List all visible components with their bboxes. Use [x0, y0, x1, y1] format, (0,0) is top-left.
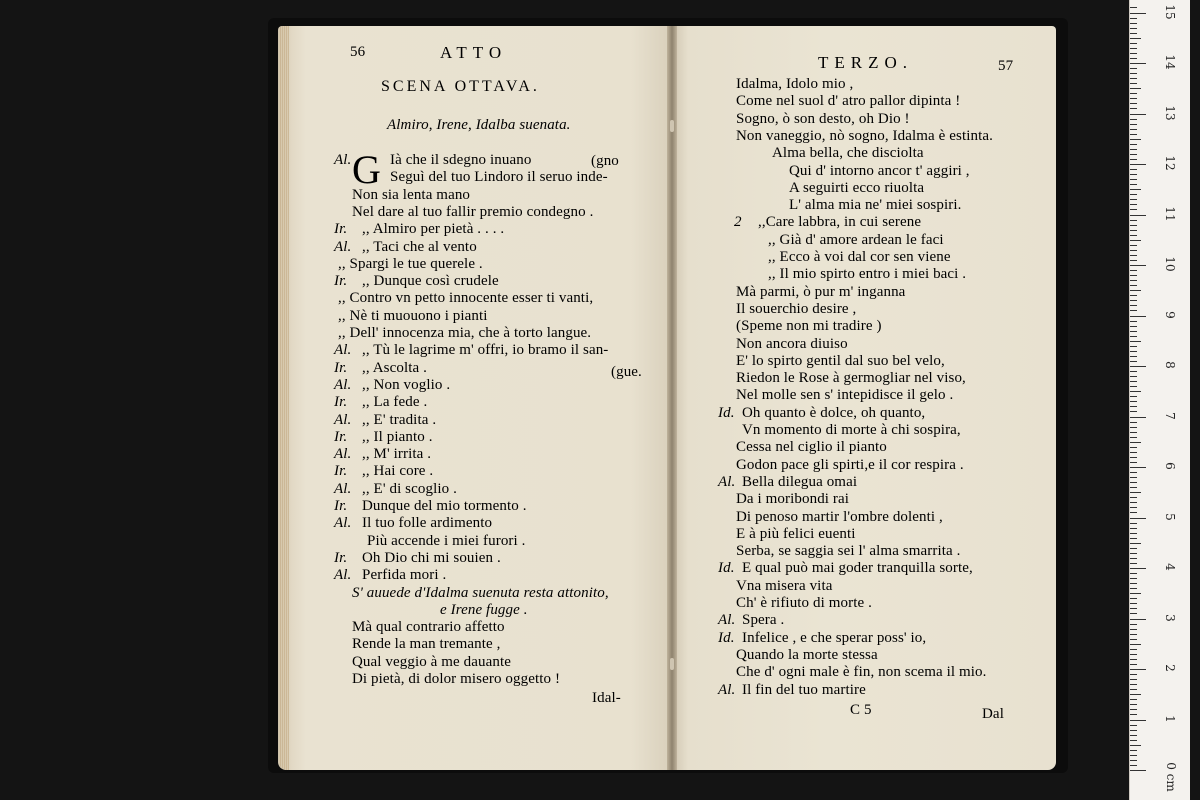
ruler-tick	[1130, 740, 1137, 741]
verse-line: Dunque del mio tormento .	[362, 498, 527, 514]
verse-line: S' auuede d'Idalma suenuta resta attonito,	[352, 584, 609, 601]
ruler-tick	[1130, 336, 1137, 337]
ruler-tick	[1130, 578, 1137, 579]
scene-title: SCENA OTTAVA.	[381, 78, 540, 95]
ruler-unit-label: 0 cm	[1164, 762, 1178, 792]
verse-line: Mà parmi, ò pur m' inganna	[736, 283, 906, 300]
ruler-tick	[1130, 366, 1146, 367]
verse-line: Rende la man tremante ,	[352, 636, 501, 653]
verse-line: Alma bella, che disciolta	[772, 145, 924, 162]
ruler-tick	[1130, 48, 1137, 49]
ruler-tick	[1130, 280, 1137, 281]
ruler-tick	[1130, 634, 1137, 635]
speaker-label: Al.	[334, 480, 352, 497]
verse-line: Quando la morte stessa	[736, 646, 878, 663]
verse-line: Qual veggio à me dauante	[352, 653, 512, 670]
ruler-tick	[1130, 351, 1137, 352]
speaker-label: Ir.	[334, 498, 348, 514]
verse-line: Mà qual contrario affetto	[352, 619, 505, 636]
speaker-label: Al.	[334, 446, 352, 463]
ruler-tick	[1130, 659, 1137, 660]
speaker-label: Al.	[334, 515, 352, 532]
ruler-tick	[1130, 28, 1137, 29]
speaker-label: Al.	[334, 238, 352, 255]
verse-line: Vn momento di morte à chi sospira,	[742, 422, 961, 438]
ruler-tick	[1130, 694, 1141, 695]
verse-line: Riedon le Rose à germogliar nel viso,	[736, 370, 966, 387]
ruler-tick	[1130, 391, 1141, 392]
ruler-tick	[1130, 260, 1137, 261]
ruler-tick	[1130, 139, 1141, 140]
ruler-tick	[1130, 209, 1137, 210]
speaker-label: Ir.	[334, 428, 348, 445]
ruler-tick	[1130, 432, 1137, 433]
speaker-label: Al.	[334, 342, 352, 359]
ruler-tick	[1130, 53, 1137, 54]
verse-line: ,, Spargi le tue querele .	[338, 255, 483, 272]
ruler-tick	[1130, 442, 1141, 443]
verse-line: Perfida mori .	[362, 567, 447, 584]
verse-line: ,, E' tradita .	[362, 411, 437, 428]
verse-line: ,, M' irrita .	[362, 446, 432, 463]
verse-line: Di penoso martir l'ombre dolenti ,	[736, 508, 943, 525]
scene-characters: Almiro, Irene, Idalba suenata.	[387, 117, 571, 133]
verse-line: Seguì del tuo Lindoro il seruo inde-	[390, 169, 608, 186]
ruler-number: 13	[1163, 104, 1177, 121]
ruler-tick	[1130, 472, 1137, 473]
verse-line: Il tuo folle ardimento	[362, 515, 493, 532]
signature-mark: C 5	[850, 702, 872, 718]
ruler-number: 10	[1163, 256, 1177, 272]
ruler-tick	[1130, 38, 1141, 39]
ruler-tick	[1130, 18, 1137, 19]
verse-line: ,, Ascolta .	[362, 359, 427, 376]
ruler-tick	[1130, 624, 1137, 625]
ruler-tick	[1130, 669, 1146, 670]
ruler-tick	[1130, 558, 1137, 559]
ruler-tick	[1130, 361, 1137, 362]
ruler-tick	[1130, 220, 1137, 221]
verse-line: Spera .	[742, 612, 785, 629]
ruler-tick	[1130, 250, 1137, 251]
ruler-tick	[1130, 230, 1137, 231]
ruler-number: 12	[1163, 155, 1177, 171]
ruler-tick	[1130, 63, 1146, 64]
verse-line: Sogno, ò son desto, oh Dio !	[736, 110, 910, 127]
verse-line: Vna misera vita	[736, 577, 833, 594]
verse-line: E' lo spirto gentil dal suo bel velo,	[736, 352, 945, 369]
ruler-tick	[1130, 548, 1137, 549]
ruler-tick	[1130, 225, 1137, 226]
ruler-tick	[1130, 497, 1137, 498]
ruler-tick	[1130, 33, 1137, 34]
ruler-tick	[1130, 512, 1137, 513]
verse-line: ,, La fede .	[362, 394, 428, 411]
verse-line: A seguirti ecco riuolta	[789, 179, 925, 196]
verse-line: ,, Nè ti muouono i pianti	[338, 307, 488, 324]
ruler-tick	[1130, 482, 1137, 483]
ruler-tick	[1130, 83, 1137, 84]
ruler-tick	[1130, 487, 1137, 488]
left-page-edge	[279, 26, 289, 770]
speaker-label: Al.	[334, 376, 352, 393]
ruler-tick	[1130, 639, 1137, 640]
turnover: (gno	[591, 153, 619, 169]
ruler-tick	[1130, 528, 1137, 529]
verse-line: Di pietà, di dolor misero oggetto !	[352, 671, 561, 687]
ruler-tick	[1130, 755, 1137, 756]
verse-line: E qual può mai goder tranquilla sorte,	[742, 560, 973, 577]
ruler-tick	[1130, 725, 1137, 726]
ruler-tick	[1130, 664, 1137, 665]
verse-line: ,, Almiro per pietà . . . .	[362, 221, 505, 238]
ruler-tick	[1130, 422, 1137, 423]
ruler-tick	[1130, 159, 1137, 160]
ruler-tick	[1130, 730, 1137, 731]
speaker-label: Al.	[334, 152, 352, 168]
ruler-tick	[1130, 199, 1137, 200]
ruler-tick	[1130, 704, 1137, 705]
ruler-number: 5	[1163, 512, 1177, 521]
turnover: (gue.	[611, 364, 642, 380]
ruler-number: 2	[1163, 664, 1177, 672]
verse-line: Il souerchio desire ,	[736, 300, 857, 317]
ruler-tick	[1130, 119, 1137, 120]
ruler-tick	[1130, 603, 1137, 604]
ruler-tick	[1130, 103, 1137, 104]
ruler-tick	[1130, 411, 1137, 412]
ruler-tick	[1130, 457, 1137, 458]
left-running-head: ATTO	[440, 43, 508, 62]
ruler-tick	[1130, 608, 1137, 609]
verse-line: Oh quanto è dolce, oh quanto,	[742, 404, 926, 421]
speaker-label: Ir.	[334, 221, 348, 238]
ruler-tick	[1130, 88, 1141, 89]
verse-line: ,, Ecco à voi dal cor sen viene	[768, 249, 951, 265]
ruler-tick	[1130, 629, 1137, 630]
ruler-number: 7	[1163, 411, 1177, 420]
ruler-tick	[1130, 78, 1137, 79]
ruler-number: 9	[1163, 310, 1177, 319]
ruler-tick	[1130, 235, 1137, 236]
ruler-tick	[1130, 13, 1146, 14]
ruler-tick	[1130, 149, 1137, 150]
speaker-label: Id.	[718, 560, 735, 577]
ruler-tick	[1130, 396, 1137, 397]
ruler-tick	[1130, 760, 1137, 761]
ruler-tick	[1130, 321, 1137, 322]
ruler-tick	[1130, 523, 1137, 524]
ruler-tick	[1130, 750, 1137, 751]
ruler-tick	[1130, 745, 1141, 746]
verse-line: ,, Dunque così crudele	[362, 273, 499, 290]
ruler-number: 14	[1163, 54, 1177, 70]
ruler-tick	[1130, 538, 1137, 539]
verse-line: Che d' ogni male è fin, non scema il mio.	[736, 664, 987, 681]
ruler-tick	[1130, 649, 1137, 650]
ruler-tick	[1130, 381, 1137, 382]
ruler-tick	[1130, 543, 1141, 544]
ruler-tick	[1130, 709, 1137, 710]
ruler-tick	[1130, 437, 1137, 438]
verse-line: Ià che il sdegno inuano	[390, 152, 532, 168]
ruler-tick	[1130, 588, 1137, 589]
verse-line: ,,Care labbra, in cui serene	[758, 214, 922, 231]
ruler-tick	[1130, 270, 1137, 271]
verse-line: Cessa nel ciglio il pianto	[736, 439, 887, 456]
verse-line: ,, Il pianto .	[362, 428, 433, 445]
ruler-tick	[1130, 275, 1137, 276]
ruler-tick	[1130, 164, 1146, 165]
ruler-tick	[1130, 492, 1141, 493]
speaker-label: Id.	[718, 404, 735, 421]
ruler-tick	[1130, 245, 1137, 246]
ruler-tick	[1130, 255, 1137, 256]
binding-stitch	[670, 658, 674, 670]
ruler-tick	[1130, 134, 1137, 135]
verse-line: Idalma, Idolo mio ,	[736, 76, 854, 92]
right-catchword: Dal	[982, 706, 1004, 722]
ruler-tick	[1130, 593, 1141, 594]
speaker-label: Al.	[718, 612, 736, 629]
speaker-label: Al.	[334, 411, 352, 428]
ruler-tick	[1130, 452, 1137, 453]
verse-line: Oh Dio chi mi souien .	[362, 549, 501, 566]
ruler-number: 1	[1163, 714, 1177, 723]
ruler-tick	[1130, 674, 1137, 675]
verse-line: ,, Dell' innocenza mia, che à torto langue.	[338, 325, 592, 341]
right-page-number: 57	[998, 58, 1014, 74]
verse-line: L' alma mia ne' miei sospiri.	[789, 197, 962, 214]
left-catchword: Idal-	[592, 690, 621, 706]
ruler-tick	[1130, 684, 1137, 685]
ruler-tick	[1130, 215, 1146, 216]
drop-cap: G	[352, 147, 381, 192]
binding-stitch	[670, 120, 674, 132]
ruler-number: 15	[1163, 3, 1177, 20]
ruler-tick	[1130, 573, 1137, 574]
ruler-tick	[1130, 644, 1141, 645]
verse-line: Bella dilegua omai	[742, 473, 858, 490]
ruler-tick	[1130, 194, 1137, 195]
ruler-tick	[1130, 154, 1137, 155]
ruler-tick	[1130, 204, 1137, 205]
verse-line: ,, Taci che al vento	[362, 238, 477, 255]
verse-line: Il fin del tuo martire	[742, 681, 866, 698]
verse-line: Non vaneggio, nò sogno, Idalma è estinta.	[736, 127, 993, 144]
ruler-tick	[1130, 619, 1146, 620]
verse-line: Non ancora diuiso	[736, 335, 848, 352]
ruler-tick	[1130, 518, 1146, 519]
speaker-label: Id.	[718, 629, 735, 646]
ruler-tick	[1130, 598, 1137, 599]
ruler-tick	[1130, 553, 1137, 554]
ruler-tick	[1130, 689, 1137, 690]
ruler-tick	[1130, 417, 1146, 418]
ruler-tick	[1130, 447, 1137, 448]
verse-line: ,, Già d' amore ardean le faci	[768, 231, 944, 248]
verse-line: (Speme non mi tradire )	[736, 318, 882, 335]
ruler-tick	[1130, 98, 1137, 99]
ruler-tick	[1130, 68, 1137, 69]
ruler-tick	[1130, 316, 1146, 317]
verse-line: Qui d' intorno ancor t' aggiri ,	[789, 162, 970, 179]
ruler-tick	[1130, 240, 1141, 241]
ruler-number: 6	[1163, 462, 1177, 470]
speaker-label: Ir.	[334, 394, 348, 411]
ruler-number: 8	[1163, 361, 1177, 369]
ruler-tick	[1130, 765, 1137, 766]
ruler-tick	[1130, 331, 1137, 332]
ruler-tick	[1130, 568, 1146, 569]
ruler-tick	[1130, 169, 1137, 170]
ruler-tick	[1130, 179, 1137, 180]
ruler-tick	[1130, 300, 1137, 301]
speaker-label: Al.	[718, 473, 736, 490]
ruler-tick	[1130, 265, 1146, 266]
ruler-tick	[1130, 502, 1137, 503]
ruler-tick	[1130, 58, 1137, 59]
ruler-tick	[1130, 720, 1146, 721]
ruler-tick	[1130, 174, 1137, 175]
ruler-tick	[1130, 679, 1137, 680]
ruler-tick	[1130, 285, 1137, 286]
ruler-tick	[1130, 346, 1137, 347]
ruler-tick	[1130, 310, 1137, 311]
verse-line: ,, Tù le lagrime m' offri, io bramo il san-	[362, 342, 609, 359]
verse-line: Da i moribondi rai	[736, 491, 850, 508]
speaker-label: Ir.	[334, 549, 348, 566]
verse-line: Serba, se saggia sei l' alma smarrita .	[736, 543, 961, 560]
ruler-tick	[1130, 73, 1137, 74]
verse-line: Non sia lenta mano	[352, 186, 471, 203]
verse-line: Nel molle sen s' intepidisce il gelo .	[736, 387, 954, 404]
ruler-tick	[1130, 507, 1137, 508]
ruler-tick	[1130, 144, 1137, 145]
ruler-tick	[1130, 108, 1137, 109]
verse-line: ,, E' di scoglio .	[362, 480, 457, 497]
ruler-number: 11	[1163, 205, 1177, 222]
verse-line: Ch' è rifiuto di morte .	[736, 595, 872, 611]
ruler-tick	[1130, 114, 1146, 115]
ruler-tick	[1130, 770, 1146, 771]
ruler-tick	[1130, 467, 1146, 468]
ruler-tick	[1130, 189, 1141, 190]
speaker-label: Al.	[718, 681, 736, 698]
speaker-label: 2	[734, 214, 742, 231]
ruler-tick	[1130, 714, 1137, 715]
ruler-number: 3	[1163, 613, 1177, 622]
ruler-tick	[1130, 93, 1137, 94]
speaker-label: Al.	[334, 567, 352, 584]
ruler-tick	[1130, 563, 1137, 564]
speaker-label: Ir.	[334, 273, 348, 290]
ruler-tick	[1130, 129, 1137, 130]
ruler-tick	[1130, 613, 1137, 614]
ruler-tick	[1130, 124, 1137, 125]
right-running-head: TERZO.	[818, 53, 914, 72]
verse-line: Godon pace gli spirti,e il cor respira .	[736, 456, 964, 473]
ruler-tick	[1130, 386, 1137, 387]
left-page-number: 56	[350, 44, 366, 60]
speaker-label: Ir.	[334, 463, 348, 480]
verse-line: E à più felici euenti	[736, 525, 856, 542]
ruler-tick	[1130, 699, 1137, 700]
ruler-tick	[1130, 23, 1137, 24]
verse-line: Infelice , e che sperar poss' io,	[742, 629, 927, 646]
ruler-tick	[1130, 427, 1137, 428]
ruler-tick	[1130, 477, 1137, 478]
ruler-tick	[1130, 462, 1137, 463]
ruler-number: 4	[1163, 563, 1177, 571]
verse-line: ,, Hai core .	[362, 463, 434, 480]
ruler-tick	[1130, 341, 1141, 342]
ruler-tick	[1130, 654, 1137, 655]
verse-line: e Irene fugge .	[440, 601, 528, 618]
verse-line: Nel dare al tuo fallir premio condegno .	[352, 203, 594, 220]
verse-line: ,, Non voglio .	[362, 376, 451, 393]
ruler-tick	[1130, 305, 1137, 306]
ruler-tick	[1130, 43, 1137, 44]
ruler-tick	[1130, 401, 1137, 402]
ruler-tick	[1130, 406, 1137, 407]
verse-line: ,, Contro vn petto innocente esser ti vanti,	[338, 290, 594, 307]
verse-line: ,, Il mio spirto entro i miei baci .	[768, 266, 967, 283]
ruler-tick	[1130, 184, 1137, 185]
ruler-tick	[1130, 735, 1137, 736]
ruler-tick	[1130, 371, 1137, 372]
ruler-tick	[1130, 290, 1141, 291]
verse-line: Più accende i miei furori .	[367, 532, 526, 549]
verse-line: Come nel suol d' atro pallor dipinta !	[736, 93, 961, 110]
ruler-tick	[1130, 7, 1137, 8]
ruler-tick	[1130, 356, 1137, 357]
ruler-tick	[1130, 326, 1137, 327]
ruler-tick	[1130, 583, 1137, 584]
ruler-tick	[1130, 533, 1137, 534]
measuring-ruler	[1129, 0, 1190, 800]
ruler-tick	[1130, 376, 1137, 377]
ruler-tick	[1130, 295, 1137, 296]
speaker-label: Ir.	[334, 359, 348, 376]
